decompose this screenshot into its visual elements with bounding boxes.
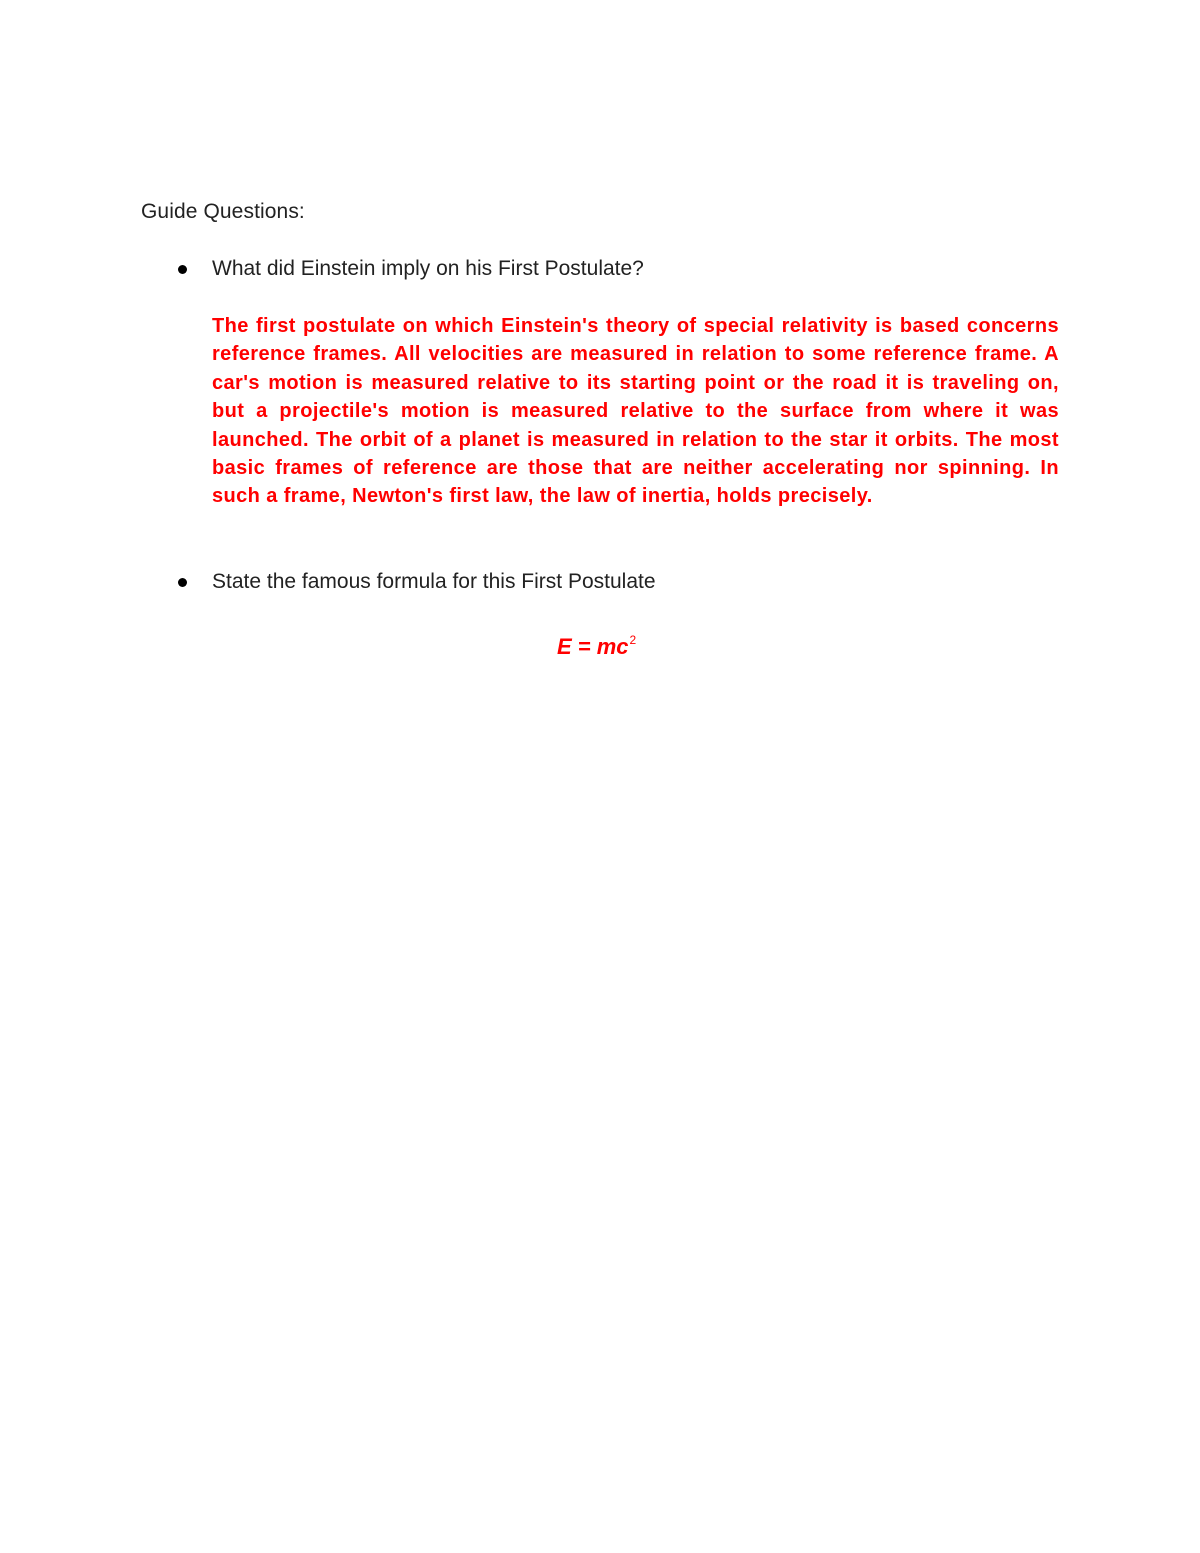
answer-1-text: The first postulate on which Einstein's theory of special relativity is based concerns reference frames. All velocities are measured in relation to some reference frame. A car's motion is measured relative to its starting point or the road it is traveling on, but a projectile's motion is measured relative to the surface from where it was launched. The orbit of a planet is measured in relation to the star it orbits. The most basic frames of reference are those that are neither accelerating nor spinning. In such a frame, Newton's first law, the law of inertia, holds precisely. (212, 315, 1059, 508)
bullet-icon (178, 578, 187, 587)
question-1-text: What did Einstein imply on his First Postulate? (212, 257, 644, 280)
guide-questions-heading: Guide Questions: (141, 200, 305, 223)
bullet-icon (178, 265, 187, 274)
formula-exponent: 2 (629, 633, 637, 647)
formula-base: E = mc (557, 634, 629, 659)
formula-answer (557, 626, 636, 661)
question-2-text: State the famous formula for this First Postulate (212, 570, 656, 593)
